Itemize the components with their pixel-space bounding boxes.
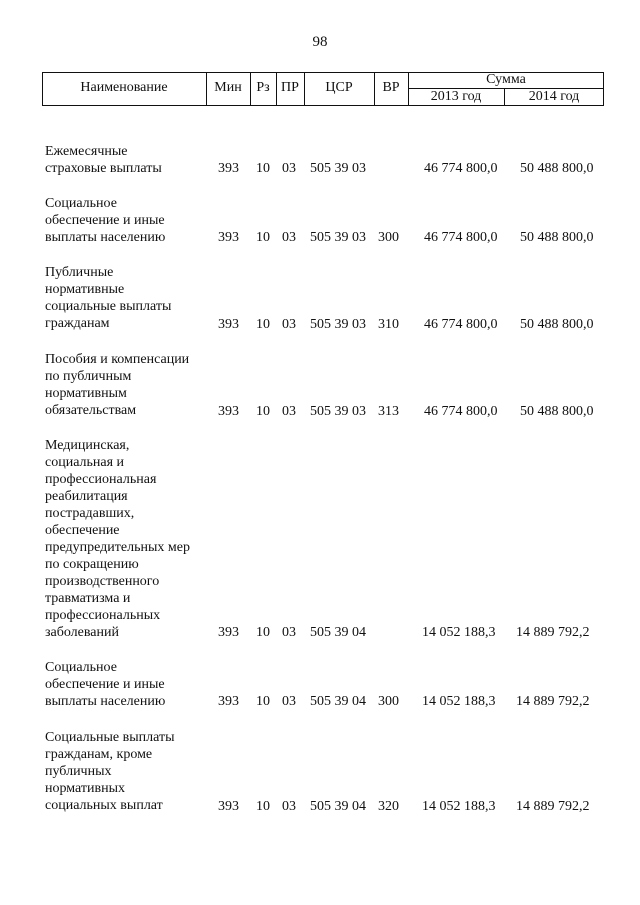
row-amount-2013: 46 774 800,0 bbox=[424, 230, 498, 245]
header-min: Мин bbox=[214, 80, 242, 95]
header-name: Наименование bbox=[80, 80, 168, 95]
table-header bbox=[42, 72, 604, 106]
row-name: Социальное обеспечение и иные выплаты населению bbox=[45, 660, 166, 709]
row-rz: 10 bbox=[256, 317, 270, 332]
row-csr: 505 39 04 bbox=[310, 799, 366, 814]
row-vr: 300 bbox=[378, 230, 399, 245]
row-vr: 313 bbox=[378, 404, 399, 419]
header-sum: Сумма bbox=[486, 72, 526, 87]
row-vr: 300 bbox=[378, 694, 399, 709]
row-rz: 10 bbox=[256, 161, 270, 176]
row-amount-2014: 50 488 800,0 bbox=[520, 317, 594, 332]
row-rz: 10 bbox=[256, 694, 270, 709]
row-rz: 10 bbox=[256, 230, 270, 245]
row-min: 393 bbox=[218, 799, 239, 814]
row-min: 393 bbox=[218, 317, 239, 332]
row-vr: 320 bbox=[378, 799, 399, 814]
header-vr: ВР bbox=[382, 80, 400, 95]
header-rz: Рз bbox=[256, 80, 270, 95]
row-rz: 10 bbox=[256, 625, 270, 640]
row-min: 393 bbox=[218, 230, 239, 245]
header-csr: ЦСР bbox=[325, 80, 353, 95]
row-rz: 10 bbox=[256, 799, 270, 814]
row-name: Публичные нормативные социальные выплаты гражданам bbox=[45, 265, 172, 331]
row-pr: 03 bbox=[282, 230, 296, 245]
row-amount-2013: 14 052 188,3 bbox=[422, 625, 496, 640]
row-csr: 505 39 03 bbox=[310, 161, 366, 176]
row-rz: 10 bbox=[256, 404, 270, 419]
row-amount-2014: 50 488 800,0 bbox=[520, 161, 594, 176]
row-name: Медицинская, социальная и профессиональная реабилитация пострадавших, обеспечение предупредительных мер по сокращению производственного травматизма и профессиональных заболеваний bbox=[45, 438, 190, 640]
row-pr: 03 bbox=[282, 404, 296, 419]
row-vr: 310 bbox=[378, 317, 399, 332]
header-year-2014: 2014 год bbox=[528, 89, 580, 104]
row-amount-2014: 14 889 792,2 bbox=[516, 625, 590, 640]
row-csr: 505 39 03 bbox=[310, 230, 366, 245]
row-pr: 03 bbox=[282, 799, 296, 814]
row-amount-2013: 46 774 800,0 bbox=[424, 317, 498, 332]
row-name: Ежемесячные страховые выплаты bbox=[45, 144, 162, 176]
row-csr: 505 39 03 bbox=[310, 404, 366, 419]
row-amount-2014: 14 889 792,2 bbox=[516, 694, 590, 709]
row-amount-2013: 14 052 188,3 bbox=[422, 694, 496, 709]
row-amount-2014: 50 488 800,0 bbox=[520, 404, 594, 419]
page-number: 98 bbox=[312, 34, 328, 50]
row-amount-2014: 50 488 800,0 bbox=[520, 230, 594, 245]
row-csr: 505 39 04 bbox=[310, 694, 366, 709]
row-name: Социальное обеспечение и иные выплаты населению bbox=[45, 196, 166, 245]
header-bottom-border bbox=[42, 105, 604, 106]
row-min: 393 bbox=[218, 161, 239, 176]
header-pr: ПР bbox=[281, 80, 299, 95]
header-year-2013: 2013 год bbox=[430, 89, 482, 104]
row-pr: 03 bbox=[282, 625, 296, 640]
row-csr: 505 39 04 bbox=[310, 625, 366, 640]
row-pr: 03 bbox=[282, 317, 296, 332]
row-amount-2013: 46 774 800,0 bbox=[424, 161, 498, 176]
row-csr: 505 39 03 bbox=[310, 317, 366, 332]
row-pr: 03 bbox=[282, 161, 296, 176]
row-min: 393 bbox=[218, 694, 239, 709]
row-amount-2014: 14 889 792,2 bbox=[516, 799, 590, 814]
row-min: 393 bbox=[218, 625, 239, 640]
row-pr: 03 bbox=[282, 694, 296, 709]
row-name: Социальные выплаты гражданам, кроме публичных нормативных социальных выплат bbox=[45, 730, 175, 813]
row-amount-2013: 14 052 188,3 bbox=[422, 799, 496, 814]
row-min: 393 bbox=[218, 404, 239, 419]
row-amount-2013: 46 774 800,0 bbox=[424, 404, 498, 419]
row-name: Пособия и компенсации по публичным нормативным обязательствам bbox=[45, 352, 190, 418]
